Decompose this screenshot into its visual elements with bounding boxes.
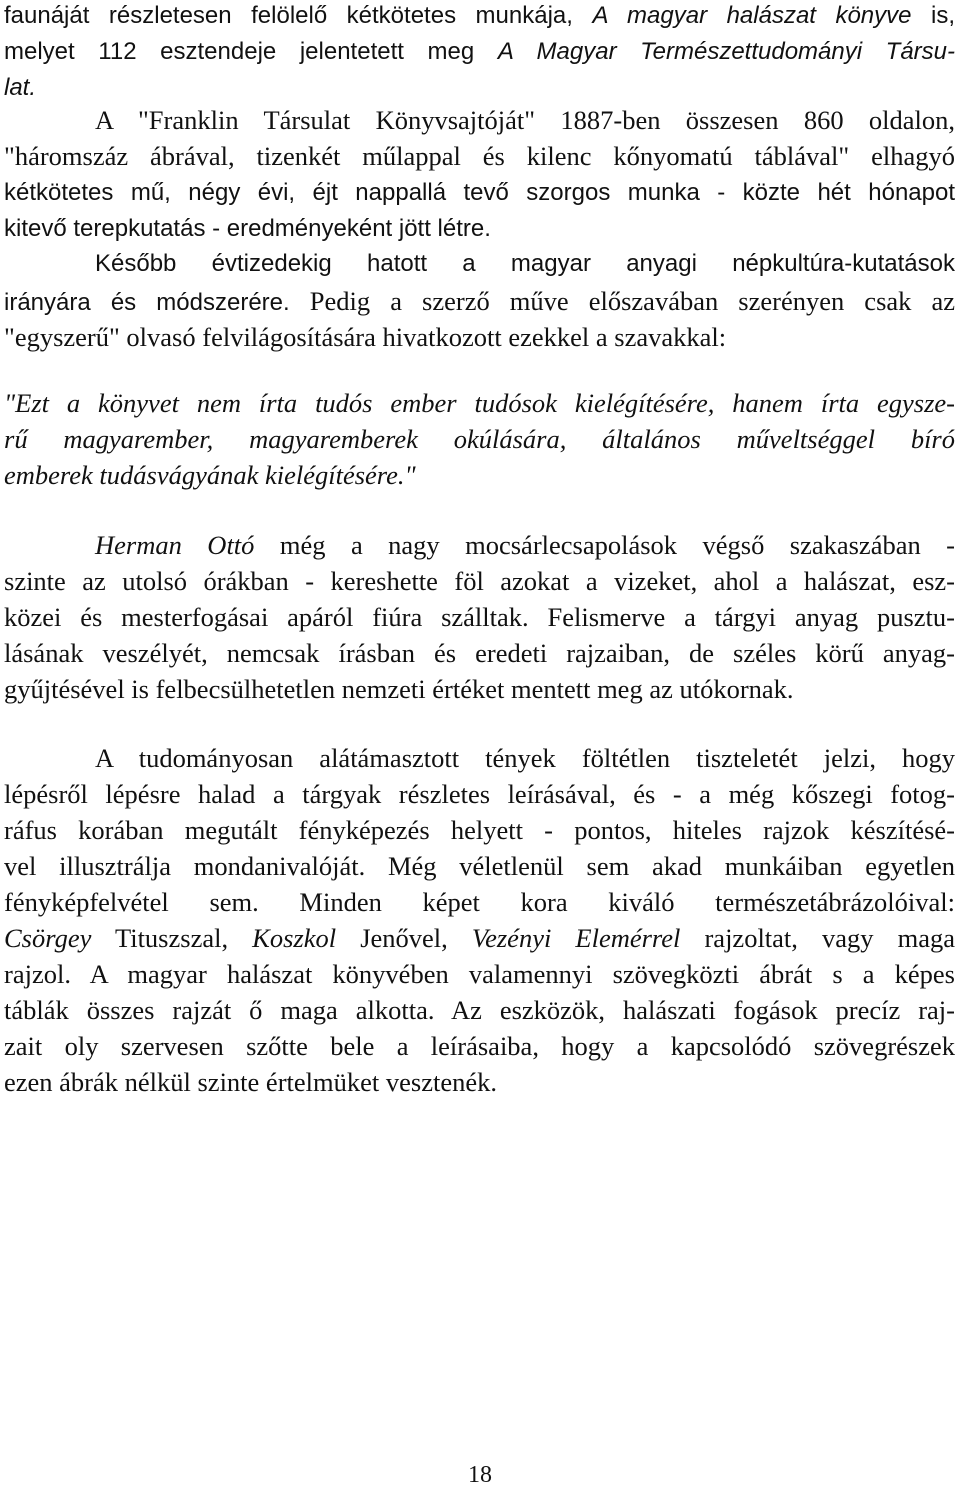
person-name: Csörgey — [4, 923, 92, 953]
text-line: irányára és módszerére. Pedig a szerző műve előszavában szerényen csak az — [4, 286, 955, 316]
text-line: lat. — [4, 74, 37, 101]
text-line: ezen ábrák nélkül szinte értelmüket vesztenék. — [4, 1067, 497, 1097]
text-line: faunáját részletesen felölelő kétkötetes munkája, A magyar halászat könyve is, — [4, 2, 955, 29]
text-line: melyet 112 esztendeje jelentetett meg A Magyar Természettudományi Társu- — [4, 38, 956, 65]
text-line: kitevő terepkutatás - eredményeként jött létre. — [4, 215, 491, 242]
quote-line: rű magyarember, magyaremberek okúlására, általános műveltséggel bíró — [4, 424, 955, 454]
text-line: vel illusztrálja mondanivalóját. Még véletlenül sem akad munkáiban egyetlen — [4, 851, 955, 881]
text-line: lásának veszélyét, nemcsak írásban és eredeti rajzaiban, de széles körű anyag- — [4, 638, 955, 668]
quote-line: "Ezt a könyvet nem írta tudós ember tudósok kielégítésére, hanem írta egysze- — [4, 388, 955, 418]
person-name: Herman Ottó — [95, 530, 255, 560]
text-line: A tudományosan alátámasztott tények föltétlen tiszteletét jelzi, hogy — [95, 743, 955, 773]
quote-line: emberek tudásvágyának kielégítésére." — [4, 460, 416, 490]
text-line: Később évtizedekig hatott a magyar anyagi népkultúra-kutatások — [95, 250, 955, 277]
text-line: Herman Ottó még a nagy mocsárlecsapolások végső szakaszában - — [95, 530, 955, 560]
person-name: Koszkol — [252, 923, 337, 953]
text-line: "egyszerű" olvasó felvilágosítására hivatkozott ezekkel a szavakkal: — [4, 322, 727, 352]
publisher-name: A Magyar Természettudományi Társu- — [497, 38, 956, 65]
text-line: táblák összes rajzát ő maga alkotta. Az eszközök, halászati fogások precíz raj- — [4, 995, 955, 1025]
text-line: "háromszáz ábrával, tizenkét műlappal és kilenc kőnyomatú táblával" elhagyó — [4, 141, 955, 171]
page-number: 18 — [468, 1462, 492, 1488]
text-line: szinte az utolsó órákban - kereshette föl azokat a vizeket, ahol a halászat, esz- — [4, 566, 955, 596]
text-line: Csörgey Tituszszal, Koszkol Jenővel, Vezényi Elemérrel rajzoltat, vagy maga — [4, 923, 955, 953]
book-title: A magyar halászat könyve — [592, 2, 912, 29]
text-line: ráfus korában megutált fényképezés helyett - pontos, hiteles rajzok készítésé- — [4, 815, 955, 845]
text-line: kétkötetes mű, négy évi, éjt nappallá tevő szorgos munka - közte hét hónapot — [4, 179, 955, 206]
text-line: lépésről lépésre halad a tárgyak részletes leírásával, és - a még kőszegi fotog- — [4, 779, 955, 809]
text-line: fényképfelvétel sem. Minden képet kora kiváló természetábrázolóival: — [4, 887, 955, 917]
text-line: gyűjtésével is felbecsülhetetlen nemzeti értéket mentett meg az utókornak. — [4, 674, 794, 704]
text-line: A "Franklin Társulat Könyvsajtóját" 1887-ben összesen 860 oldalon, — [95, 105, 955, 135]
text-line: közei és mesterfogásai apáról fiúra szálltak. Felismerve a tárgyi anyag pusztu- — [4, 602, 955, 632]
text-line: rajzol. A magyar halászat könyvében valamennyi szövegközti ábrát s a képes — [4, 959, 955, 989]
person-name: Vezényi Elemérrel — [471, 923, 681, 953]
text-line: zait oly szervesen szőtte bele a leírásaiba, hogy a kapcsolódó szövegrészek — [4, 1031, 955, 1061]
